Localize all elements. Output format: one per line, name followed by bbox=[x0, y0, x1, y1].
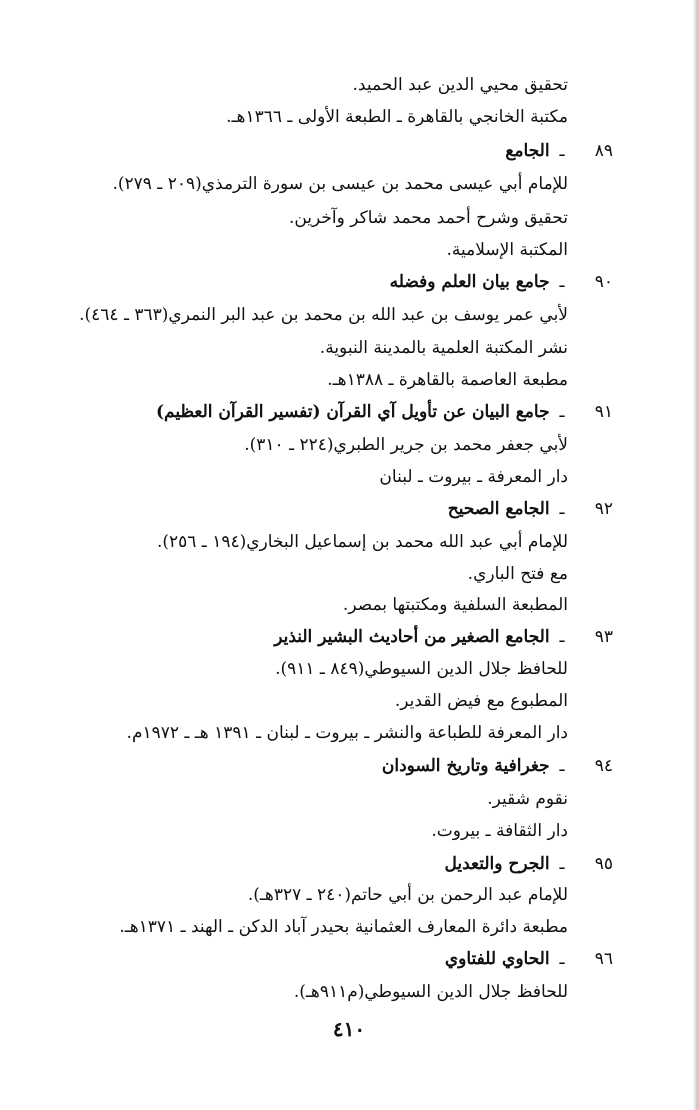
entry-line: نقوم شقير. bbox=[487, 789, 568, 809]
entry-number: ٩٠ bbox=[594, 272, 613, 292]
intro-line: مكتبة الخانجي بالقاهرة ـ الطبعة الأولى ـ ١٣٦٦هـ. bbox=[226, 107, 568, 127]
entry-heading bbox=[445, 942, 613, 976]
entry-number: ٩٥ bbox=[594, 854, 613, 874]
entry-number: ٩١ bbox=[594, 402, 613, 422]
entry-number: ٩٦ bbox=[594, 949, 613, 969]
entry-heading bbox=[274, 620, 613, 654]
entry-line: نشر المكتبة العلمية بالمدينة النبوية. bbox=[319, 338, 568, 358]
entry-line: دار المعرفة للطباعة والنشر ـ بيروت ـ لبنان ـ ١٣٩١ هـ ـ ١٩٧٢م. bbox=[126, 723, 568, 743]
entry-dash: ـ bbox=[559, 272, 565, 292]
entry-line: تحقيق وشرح أحمد محمد شاكر وآخرين. bbox=[288, 208, 568, 228]
entry-title: الحاوي للفتاوي bbox=[444, 949, 550, 969]
entry-line: مطبعة العاصمة بالقاهرة ـ ١٣٨٨هـ. bbox=[327, 370, 568, 390]
entry-dash: ـ bbox=[559, 949, 565, 969]
entry-dash: ـ bbox=[559, 141, 565, 161]
entry-number: ٩٤ bbox=[594, 756, 613, 776]
entry-line: دار المعرفة ـ بيروت ـ لبنان bbox=[379, 467, 568, 487]
entry-heading bbox=[382, 749, 613, 783]
entry-line: دار الثقافة ـ بيروت. bbox=[431, 821, 568, 841]
entry-title: جغرافية وتاريخ السودان bbox=[381, 756, 550, 776]
entry-line: مع فتح الباري. bbox=[467, 564, 568, 584]
entry-line: مطبعة دائرة المعارف العثمانية بحيدر آباد الدكن ـ الهند ـ ١٣٧١هـ. bbox=[119, 917, 568, 937]
entry-heading bbox=[390, 265, 613, 299]
page-number: ٤١٠ bbox=[332, 1017, 366, 1041]
entry-line: لأبي عمر يوسف بن عبد الله بن محمد بن عبد البر النمري(٣٦٣ ـ ٤٦٤). bbox=[79, 305, 568, 325]
entry-line: المطبعة السلفية ومكتبتها بمصر. bbox=[342, 595, 568, 615]
entry-dash: ـ bbox=[559, 756, 565, 776]
entry-heading bbox=[156, 395, 613, 429]
entry-dash: ـ bbox=[559, 402, 565, 422]
entry-heading bbox=[505, 134, 613, 168]
entry-title: الجامع الصغير من أحاديث البشير النذير bbox=[274, 627, 550, 647]
entry-heading bbox=[448, 492, 613, 526]
entry-title: الجامع bbox=[505, 141, 550, 161]
entry-dash: ـ bbox=[559, 499, 565, 519]
entry-line: المكتبة الإسلامية. bbox=[446, 240, 568, 260]
entry-line: المطبوع مع فيض القدير. bbox=[394, 691, 568, 711]
entry-title: الجرح والتعديل bbox=[444, 854, 550, 874]
entry-title: جامع البيان عن تأويل آي القرآن (تفسير القرآن العظيم) bbox=[155, 402, 550, 422]
entry-dash: ـ bbox=[559, 627, 565, 647]
entry-line: للحافظ جلال الدين السيوطي(٨٤٩ ـ ٩١١). bbox=[275, 659, 568, 679]
entry-title: الجامع الصحيح bbox=[447, 499, 550, 519]
entry-line: للإمام أبي عبد الله محمد بن إسماعيل البخاري(١٩٤ ـ ٢٥٦). bbox=[156, 532, 568, 552]
entry-number: ٩٣ bbox=[594, 627, 613, 647]
entry-title: جامع بيان العلم وفضله bbox=[389, 272, 550, 292]
entry-number: ٨٩ bbox=[594, 141, 613, 161]
entry-dash: ـ bbox=[559, 854, 565, 874]
entry-line: لأبي جعفر محمد بن جرير الطبري(٢٢٤ ـ ٣١٠). bbox=[244, 435, 568, 455]
entry-heading bbox=[444, 847, 613, 881]
entry-line: للحافظ جلال الدين السيوطي(م٩١١هـ). bbox=[293, 982, 568, 1002]
intro-line: تحقيق محيي الدين عبد الحميد. bbox=[352, 75, 568, 95]
entry-number: ٩٢ bbox=[594, 499, 613, 519]
entry-line: للإمام عبد الرحمن بن أبي حاتم(٢٤٠ ـ ٣٢٧هـ). bbox=[247, 885, 568, 905]
entry-line: للإمام أبي عيسى محمد بن عيسى بن سورة الترمذي(٢٠٩ ـ ٢٧٩). bbox=[112, 174, 568, 194]
page-edge-shadow bbox=[693, 0, 698, 1110]
